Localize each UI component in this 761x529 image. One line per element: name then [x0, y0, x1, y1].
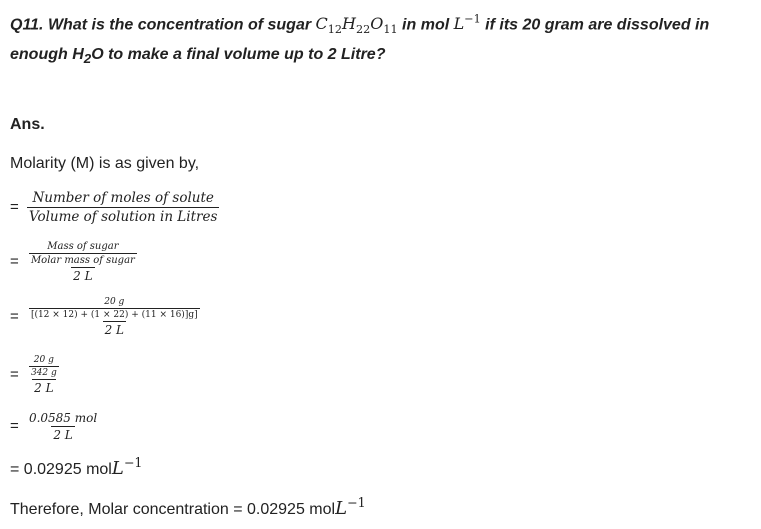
equation-step-4: = $\frac{\frac{20 g}{342 g}}{2 L}$	[10, 355, 57, 395]
step4-inner-denominator: 342 g	[30, 368, 57, 378]
question-text: Q11. What is the concentration of sugar $C_{12}H_{22}O_{11}$ in mol $L^{-1}$ if its 20 gram are dissolved in enough $H_2O$ to make a final volume up to 2 Litre?	[10, 13, 710, 66]
step5-denominator: 2 L	[53, 428, 73, 442]
unit-l-inverse: $L^{-1}$	[453, 13, 481, 34]
equation-step-5: = $\frac{\text{0.0585 mol}}{2 L}$	[10, 411, 98, 442]
step4-inner-numerator: 20 g	[33, 355, 54, 365]
step3-inner-numerator: 20 g	[104, 297, 125, 307]
step3-inner-denominator: [(12 × 12) + (1 × 22) + (11 × 16)]g]	[30, 310, 198, 320]
intro-text: Molarity (M) is as given by,	[10, 155, 200, 172]
result-line: = 0.02925 molL$^{-1}$	[10, 455, 143, 479]
equation-step-2: = $\frac{\frac{\text{Mass of sugar}}{\text{Molar mass of sugar}}}{2 L}$	[10, 241, 135, 283]
equation-step-1: = $\frac{\text{Number of moles of solute}}{\text{Volume of solution in Litres}}$	[10, 190, 218, 225]
step2-inner-denominator: Molar mass of sugar	[30, 255, 135, 266]
step3-denominator: 2 L	[104, 323, 124, 337]
equation-step-3: = $\frac{\frac{20 g}{[(12 \times 12) + (1 \times 22) + (11 \times 16)]g]}}{2 L}$	[10, 297, 198, 337]
step4-denominator: 2 L	[34, 381, 54, 395]
answer-label: Ans.	[10, 116, 45, 133]
sugar-formula: $C_{12}H_{22}O_{11}$	[315, 14, 398, 37]
step2-denominator: 2 L	[73, 269, 93, 283]
step2-inner-numerator: Mass of sugar	[47, 241, 119, 252]
step1-numerator: Number of moles of solute	[32, 190, 214, 206]
step1-denominator: Volume of solution in Litres	[28, 209, 218, 225]
conclusion-line: Therefore, Molar concentration = 0.02925 molL$^{-1}$	[10, 495, 366, 519]
step5-numerator: 0.0585 mol	[28, 411, 98, 425]
